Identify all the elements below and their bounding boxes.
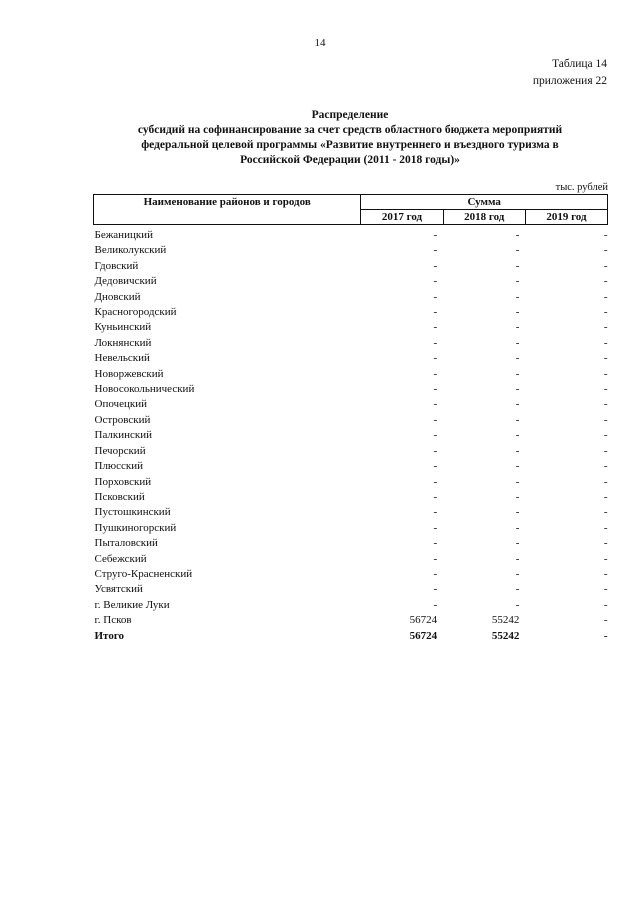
row-value-2017: - <box>433 567 438 580</box>
row-value-2017: - <box>433 229 438 241</box>
row-value-2018: - <box>515 229 520 241</box>
row-name: Дновский <box>94 290 141 303</box>
row-value-2019: - <box>603 259 608 272</box>
row-value-2018: - <box>515 444 520 457</box>
title-line-1: Распределение <box>311 109 389 121</box>
row-value-2018: - <box>515 413 520 426</box>
header-year-2019: 2019 год <box>525 210 607 225</box>
table-row <box>94 490 608 505</box>
table-row <box>94 567 608 582</box>
row-value-2017: - <box>433 583 438 596</box>
table-row <box>94 582 608 597</box>
row-value-2017: - <box>433 552 438 565</box>
row-value-2019: - <box>603 429 608 442</box>
row-value-2017: - <box>433 383 438 396</box>
row-name: Куньинский <box>94 321 152 334</box>
row-name: Бежаницкий <box>94 229 153 241</box>
row-value-2018: - <box>515 506 520 519</box>
row-name: г. Великие Луки <box>94 598 170 611</box>
row-name: Псковский <box>94 490 145 503</box>
row-value-2018: - <box>515 490 520 503</box>
table-row <box>94 259 608 274</box>
row-value-2019: - <box>603 367 608 380</box>
table-row <box>94 243 608 258</box>
table-row <box>94 598 608 613</box>
header-sum: Сумма <box>361 195 608 210</box>
row-value-2019: - <box>603 229 608 241</box>
row-value-2018: - <box>515 460 520 473</box>
row-value-2018: - <box>515 321 520 334</box>
row-value-2018: - <box>515 598 520 611</box>
row-value-2019: - <box>603 521 608 534</box>
row-value-2019: - <box>603 244 608 257</box>
row-value-2019: - <box>603 475 608 488</box>
row-value-2019: - <box>603 306 608 319</box>
row-value-2018: - <box>515 552 520 565</box>
row-value-2017: - <box>433 429 438 442</box>
row-value-2017: - <box>433 598 438 611</box>
row-name: Дедовичский <box>94 275 157 288</box>
table-row <box>94 613 608 628</box>
header-year-2017: 2017 год <box>361 210 443 225</box>
title-line-2: субсидий на софинансирование за счет средств областного бюджета мероприятий <box>137 124 563 136</box>
row-value-2019: - <box>603 336 608 349</box>
table-row <box>94 521 608 536</box>
total-row <box>94 629 608 644</box>
row-value-2018: - <box>515 336 520 349</box>
row-value-2019: - <box>603 598 608 611</box>
row-value-2019: - <box>603 490 608 503</box>
table-row <box>94 305 608 320</box>
row-name: Порховский <box>94 475 152 488</box>
row-name: Печорский <box>94 444 146 457</box>
row-value-2017: - <box>433 490 438 503</box>
row-name: Новоржевский <box>94 367 164 380</box>
row-value-2019: - <box>603 444 608 457</box>
table-row <box>94 475 608 490</box>
header-name: Наименование районов и городов <box>94 195 361 225</box>
row-value-2019: - <box>603 506 608 519</box>
row-value-2018: - <box>515 383 520 396</box>
row-name: Пыталовский <box>94 537 158 550</box>
table-row <box>94 459 608 474</box>
row-value-2018: - <box>515 352 520 365</box>
title-line-3: федеральной целевой программы «Развитие внутреннего и въездного туризма в <box>141 139 559 151</box>
row-value-2018: - <box>515 290 520 303</box>
row-value-2017: - <box>433 413 438 426</box>
table-row <box>94 413 608 428</box>
row-name: Себежский <box>94 552 147 565</box>
row-value-2017: - <box>433 506 438 519</box>
row-value-2019: - <box>603 460 608 473</box>
table-row <box>94 367 608 382</box>
table-row <box>94 290 608 305</box>
row-name: Усвятский <box>94 583 143 596</box>
table-row <box>94 225 608 244</box>
table-row <box>94 320 608 335</box>
row-value-2019: - <box>603 275 608 288</box>
row-value-2018: - <box>515 521 520 534</box>
row-name: Невельский <box>94 352 150 365</box>
header-year-2018: 2018 год <box>443 210 525 225</box>
row-value-2017: - <box>433 444 438 457</box>
row-value-2018: 55242 <box>491 629 520 642</box>
row-name: Плюсский <box>94 460 144 473</box>
row-value-2017: - <box>433 475 438 488</box>
row-value-2017: - <box>433 306 438 319</box>
units-label: тыс. рублей <box>555 182 608 193</box>
row-name: Островский <box>94 413 151 426</box>
table-row <box>94 428 608 443</box>
row-value-2018: - <box>515 567 520 580</box>
row-name: Опочецкий <box>94 398 147 411</box>
row-value-2018: - <box>515 275 520 288</box>
row-value-2017: - <box>433 290 438 303</box>
row-value-2019: - <box>603 321 608 334</box>
appendix-reference: приложения 22 <box>532 75 607 87</box>
table-row <box>94 444 608 459</box>
row-value-2018: - <box>515 583 520 596</box>
table-reference: Таблица 14 <box>552 58 607 70</box>
row-value-2017: - <box>433 321 438 334</box>
row-value-2019: - <box>603 552 608 565</box>
table-row <box>94 382 608 397</box>
row-value-2017: 56724 <box>409 614 438 627</box>
row-value-2019: - <box>603 614 608 627</box>
row-value-2017: - <box>433 521 438 534</box>
row-value-2018: - <box>515 537 520 550</box>
row-value-2019: - <box>603 383 608 396</box>
row-value-2017: - <box>433 336 438 349</box>
row-value-2019: - <box>603 398 608 411</box>
row-value-2019: - <box>603 567 608 580</box>
row-name: Красногородский <box>94 306 177 319</box>
row-value-2018: - <box>515 244 520 257</box>
row-value-2017: - <box>433 259 438 272</box>
table-row <box>94 274 608 289</box>
row-name: Палкинский <box>94 429 153 442</box>
document-title <box>95 108 605 168</box>
row-value-2018: 55242 <box>491 614 520 627</box>
table-row <box>94 536 608 551</box>
row-value-2018: - <box>515 367 520 380</box>
subsidy-table <box>93 194 608 644</box>
row-value-2017: - <box>433 244 438 257</box>
row-name: Итого <box>94 629 125 642</box>
row-value-2019: - <box>603 629 608 642</box>
table-row <box>94 351 608 366</box>
row-name: Новосокольнический <box>94 383 195 396</box>
row-value-2018: - <box>515 475 520 488</box>
row-value-2017: - <box>433 398 438 411</box>
page-number: 14 <box>314 37 326 49</box>
row-value-2019: - <box>603 352 608 365</box>
row-value-2018: - <box>515 429 520 442</box>
row-value-2019: - <box>603 583 608 596</box>
row-value-2017: 56724 <box>409 629 438 642</box>
row-value-2019: - <box>603 537 608 550</box>
row-name: Пустошкинский <box>94 506 171 519</box>
row-name: Великолукский <box>94 244 167 257</box>
row-value-2017: - <box>433 367 438 380</box>
row-value-2018: - <box>515 306 520 319</box>
row-value-2018: - <box>515 398 520 411</box>
row-value-2017: - <box>433 352 438 365</box>
row-name: Локнянский <box>94 336 152 349</box>
row-value-2017: - <box>433 460 438 473</box>
row-name: Пушкиногорский <box>94 521 177 534</box>
row-value-2018: - <box>515 259 520 272</box>
row-name: Струго-Красненский <box>94 567 193 580</box>
table-row <box>94 397 608 412</box>
row-value-2019: - <box>603 290 608 303</box>
row-value-2017: - <box>433 537 438 550</box>
title-line-4: Российской Федерации (2011 - 2018 годы)» <box>240 154 460 166</box>
table-row <box>94 505 608 520</box>
row-name: Гдовский <box>94 259 139 272</box>
row-name: г. Псков <box>94 614 132 627</box>
row-value-2019: - <box>603 413 608 426</box>
table-body <box>94 225 608 644</box>
table-row <box>94 552 608 567</box>
row-value-2017: - <box>433 275 438 288</box>
table-row <box>94 336 608 351</box>
